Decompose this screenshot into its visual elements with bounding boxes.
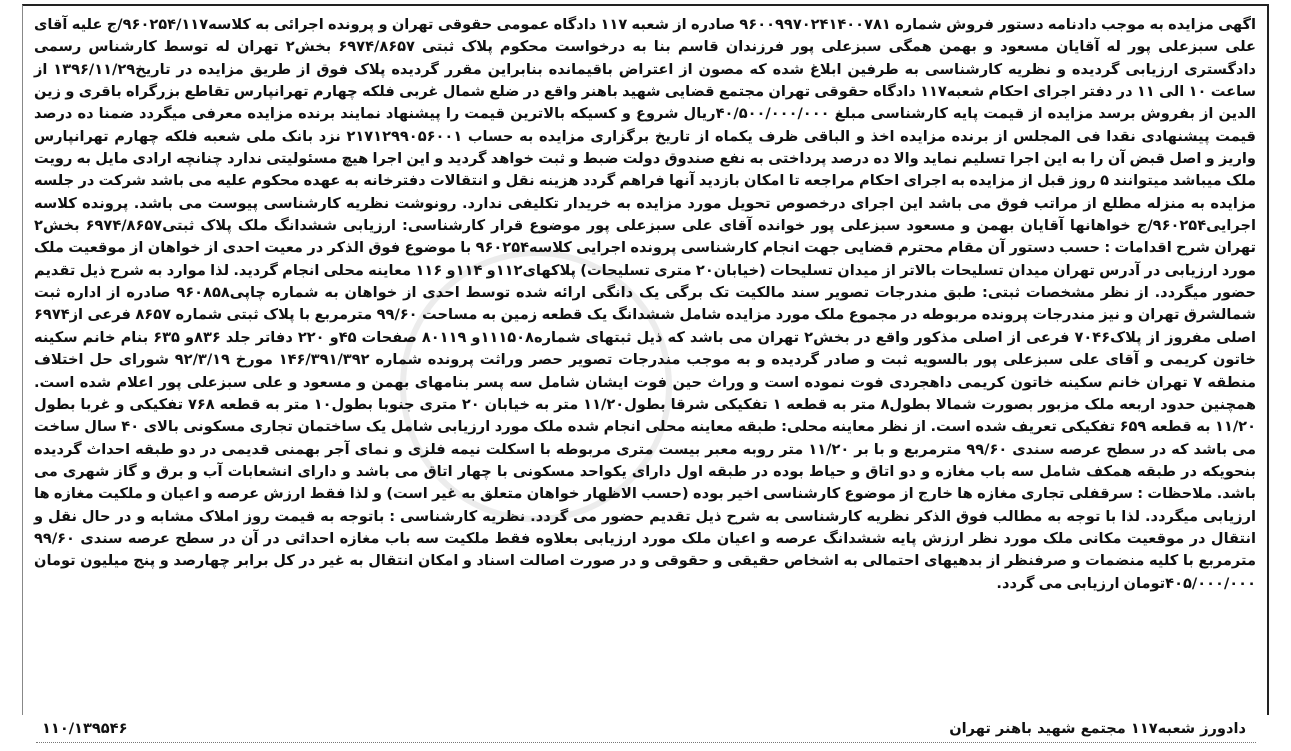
footer-divider <box>36 742 1256 743</box>
notice-footer <box>34 717 1256 741</box>
notice-body: اگهی مزایده به موجب دادنامه دستور فروش شماره ۹۶۰۰۹۹۷۰۲۴۱۴۰۰۷۸۱ صادره از شعبه ۱۱۷ دادگاه عمومی حقوقی تهران و پرونده اجرائی به کلاسه۹۶۰۲۵۴/۱۱۷/ج علیه آقای علی سبزعلی پور له آقایان مسعود و بهمن همگی سبزعلی پور فرزندان قاسم بنا به درخواست محکوم پلاک ثبتی ۶۹۷۴/۸۶۵۷ بخش۲ تهران له توسط کارشناس رسمی دادگستری ارزیابی گردیده و نظریه کارشناسی به طرفین ابلاغ شده که مصون از اعتراض باقیمانده بنابراین مقرر گردیده پلاک فوق از طریق مزایده در تاریخ۱۳۹۶/۱۱/۲۹ از ساعت ۱۰ الی ۱۱ در دفتر اجرای احکام شعبه۱۱۷ دادگاه حقوقی تهران مجتمع قضایی شهید باهنر واقع در ضلع شمال غربی فلکه چهارم تهرانپارس تقاطع بزرگراه باقری و زین الدین از بفروش برسد مزایده از قیمت پایه کارشناسی مبلغ ۴۰/۵۰۰/۰۰۰/۰۰۰ریال شروع و کسیکه بالاترین قیمت را پیشنهاد نمایند برنده مزایده معرفی میگردد ضمنا ده درصد قیمت پیشنهادی نقدا فی المجلس از برنده مزایده اخذ و الباقی ظرف یکماه از تاریخ برگزاری مزایده به حساب ۲۱۷۱۲۹۹۰۵۶۰۰۱ نزد بانک ملی شعبه فلکه چهارم تهرانپارس واریز و اصل قبض آن را به این اجرا تسلیم نماید والا ده درصد پرداختی به نفع صندوق دولت ضبط و ثبت خواهد گردید و این اجرا هیچ مسئولیتی ندارد چنانچه ارادی مایل به رویت ملک میباشد میتوانند ۵ روز قبل از مزایده به اجرای احکام مراجعه تا امکان بازدید آنها فراهم گردد هزینه نقل و انتقالات دفترخانه به عهده محکوم علیه می باشد شرکت در جلسه مزایده به منزله مطلع از مراتب فوق می باشد این اجرای درخصوص تحویل مورد مزایده به خریدار تکلیفی ندارد. رونوشت نظریه کارشناسی پیوست می باشد. پرونده کلاسه اجرایی۹۶۰۲۵۴/ج خواهانها آقایان بهمن و مسعود سبزعلی پور خوانده آقای علی سبزعلی پور موضوع قرار کارشناسی: ارزیابی ششدانگ ملک پلاک ثبتی۶۹۷۴/۸۶۵۷ بخش۲ تهران شرح اقدامات : حسب دستور آن مقام محترم قضایی جهت انجام کارشناسی پرونده اجرایی کلاسه۹۶۰۲۵۴ با موضوع فوق الذکر در معیت احدی از خواهان از موقعیت ملک مورد ارزیابی در آدرس تهران میدان تسلیحات بالاتر از میدان تسلیحات (خیابان۲۰ متری تسلیحات) پلاکهای۱۱۲و ۱۱۴و ۱۱۶ معاینه محلی انجام گردید. لذا موارد به شرح ذیل تقدیم حضور میگردد. از نظر مشخصات ثبتی: طبق مندرجات تصویر سند مالکیت تک برگی یک دانگی ارائه شده توسط احدی از خواهان به شماره چاپی۹۶۰۸۵۸ صادره از اداره ثبت شمالشرق تهران و نیز مندرجات پرونده مربوطه در مجموع ملک مورد مزایده شامل ششدانگ یک قطعه زمین به مساحت ۹۹/۶۰ مترمربع با پلاک ثبتی شماره ۸۶۵۷ فرعی از۶۹۷۴ اصلی مفروز از پلاک۷۰۴۶ فرعی از اصلی مذکور واقع در بخش۲ تهران می باشد که ذیل ثبتهای شماره۱۱۱۵۰۸و ۸۰۱۱۹ صفحات ۴۵و ۲۲۰ دفاتر جلد ۸۳۶و ۶۳۵ بنام خانم سکینه خاتون کریمی و آقای علی سبزعلی پور بالسویه ثبت و صادر گردیده و به موجب مندرجات تصویر حصر وراثت پرونده شماره ۱۴۶/۳۹۱/۳۹۲ مورخ ۹۲/۳/۱۹ شورای حل اختلاف منطقه ۷ تهران خانم سکینه خاتون کریمی داهجردی فوت نموده است و وراث حین فوت ایشان شامل سه پسر بنامهای بهمن و مسعود و علی سبزعلی پور اعلام شده است. همچنین حدود اربعه ملک مزبور بصورت شمالا بطول۸ متر به قطعه ۱ تفکیکی شرقا بطول۱۱/۲۰ متر به خیابان ۲۰ متری جنوبا بطول۱۰ متر به قطعه ۷۶۸ تفکیکی و غربا بطول ۱۱/۲۰ به قطعه ۶۵۹ تفکیکی تعریف شده است. از نظر معاینه محلی: طبقه معاینه محلی انجام شده ملک مورد ارزیابی شامل یک ساختمان تجاری مسکونی بالای ۴۰ سال ساخت می باشد که در سطح عرصه سندی ۹۹/۶۰ مترمربع و با بر ۱۱/۲۰ متر روبه معبر بیست متری مربوطه با اسکلت نیمه فلزی و نمای آجر بهمنی قدیمی در دو طبقه احداث گردیده بنحویکه در طبقه همکف شامل سه باب مغازه و دو اتاق و حیاط بوده در طبقه اول دارای یکواحد مسکونی با چهار اتاق می باشد و دارای انشعابات آب و برق و گاز شهری می باشد. ملاحظات : سرقفلی تجاری مغازه ها خارج از موضوع کارشناسی اخیر بوده (حسب الاظهار خواهان متعلق به غیر است) و لذا فقط ارزش عرصه و اعیان و ملکیت مغازه ها ارزیابی میگردد. لذا با توجه به مطالب فوق الذکر نظریه کارشناسی به شرح ذیل تقدیم حضور می گردد. نظریه کارشناسی : باتوجه به قیمت روز املاک مشابه و در حال نقل و انتقال در موقعیت مکانی ملک مورد نظر ارزش پایه ششدانگ عرصه و اعیان ملک مورد ارزیابی بعلاوه فقط ملکیت سه باب مغازه احداثی در آن در سطح عرصه سندی ۹۹/۶۰ مترمربع با کلیه منضمات و صرفنظر از بدهیهای احتمالی به اشخاص حقیقی و حقوقی و در صورت اصالت اسناد و امکان انتقال به غیر در کل برابر چهارصد و پنج میلیون تومان ۴۰۵/۰۰۰/۰۰۰تومان ارزیابی می گردد. <box>34 16 1257 592</box>
signature-line: دادورز شعبه۱۱۷ مجتمع شهید باهنر تهران <box>949 720 1246 737</box>
notice-code: ۱۱۰/۱۳۹۵۴۶ <box>42 720 128 737</box>
auction-notice <box>34 14 1256 595</box>
